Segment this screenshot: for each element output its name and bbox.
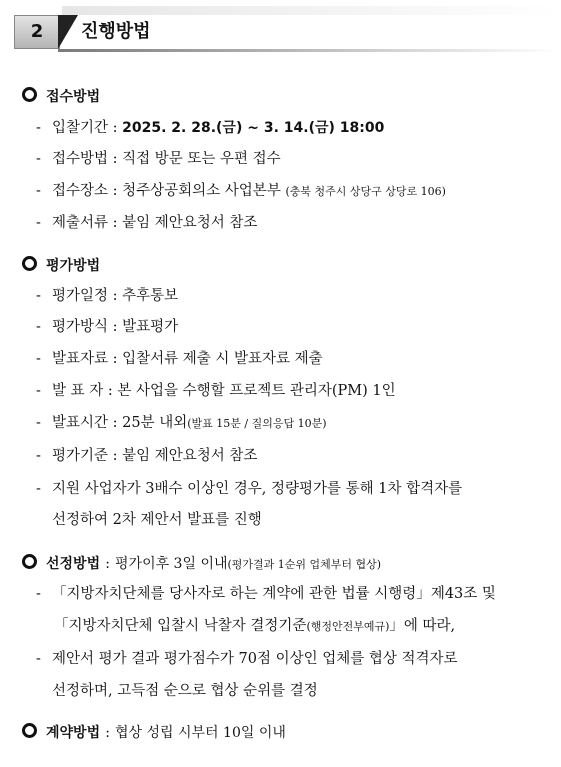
list-item: - 발표자료 : 입찰서류 제출 시 발표자료 제출 <box>36 351 323 367</box>
item-label: 발표자료 <box>52 351 109 367</box>
item-value: 입찰서류 제출 시 발표자료 제출 <box>122 351 323 367</box>
subsection-title: 평가방법 <box>46 258 101 274</box>
subsection-inline-note: (평가결과 1순위 업체부터 협상) <box>227 558 382 571</box>
item-value: 본 사업을 수행할 프로젝트 관리자(PM) 1인 <box>117 383 396 399</box>
subsection-heading-contract: 계약방법 : 협상 성립 시부터 10일 이내 <box>22 719 286 745</box>
list-item: - 발표시간 : 25분 내외(발표 15분 / 질의응답 10분) <box>36 415 327 431</box>
item-label: 접수방법 <box>52 151 109 167</box>
subsection-inline-text: 평가이후 3일 이내 <box>115 556 228 572</box>
list-item: - 입찰기간 : 2025. 2. 28.(금) ~ 3. 14.(금) 18:00 <box>36 120 385 136</box>
section-header <box>14 9 559 49</box>
subsection-title: 접수방법 <box>46 89 101 105</box>
list-item: - 발 표 자 : 본 사업을 수행할 프로젝트 관리자(PM) 1인 <box>36 383 396 399</box>
item-label: 제출서류 <box>52 215 109 231</box>
list-item: - 제출서류 : 붙임 제안요청서 참조 <box>36 215 258 231</box>
list-item: - 접수장소 : 청주상공회의소 사업본부 (충북 청주시 상당구 상당로 106) <box>36 183 446 199</box>
item-label: 발표시간 <box>52 415 109 431</box>
item-text: 제안서 평가 결과 평가점수가 70점 이상인 업체를 협상 적격자로 <box>52 651 458 667</box>
subsection-heading-evaluation <box>22 252 100 278</box>
item-value: 25분 내외 <box>122 415 188 431</box>
list-item: - 지원 사업자가 3배수 이상인 경우, 정량평가를 통해 1차 합격자를 <box>36 481 463 497</box>
subsection-title: 선정방법 <box>46 556 101 572</box>
item-note: (행정안전부예규) <box>306 620 390 633</box>
item-label: 평가기준 <box>52 448 109 464</box>
list-item: - 「지방자치단체를 당사자로 하는 계약에 관한 법률 시행령」제43조 및 <box>36 586 496 602</box>
section-number: 2 <box>14 15 60 49</box>
item-label: 발 표 자 <box>52 383 104 399</box>
list-item: - 평가일정 : 추후통보 <box>36 288 179 304</box>
item-value: 발표평가 <box>122 319 179 335</box>
item-value: 직접 방문 또는 우편 접수 <box>122 151 281 167</box>
list-item: - 평가방식 : 발표평가 <box>36 319 179 335</box>
item-label: 평가일정 <box>52 288 109 304</box>
list-item-continuation: 선정하여 2차 제안서 발표를 진행 <box>52 512 262 528</box>
list-item-continuation: 「지방자치단체 입찰시 낙찰자 결정기준(행정안전부예규)」에 따라, <box>54 618 456 634</box>
header-underline <box>58 49 558 52</box>
item-value: 붙임 제안요청서 참조 <box>122 448 258 464</box>
circle-bullet-icon <box>22 723 37 738</box>
item-value: 추후통보 <box>122 288 179 304</box>
subsection-title: 계약방법 <box>46 725 101 741</box>
item-value: 2025. 2. 28.(금) ~ 3. 14.(금) 18:00 <box>122 120 385 136</box>
section-title: 진행방법 <box>81 21 151 42</box>
circle-bullet-icon <box>22 87 37 102</box>
list-item-continuation: 선정하며, 고득점 순으로 협상 순위를 결정 <box>52 683 318 699</box>
item-text: 「지방자치단체를 당사자로 하는 계약에 관한 법률 시행령」제43조 및 <box>52 586 496 602</box>
list-item: - 제안서 평가 결과 평가점수가 70점 이상인 업체를 협상 적격자로 <box>36 651 458 667</box>
item-label: 평가방식 <box>52 319 109 335</box>
subsection-heading-selection: 선정방법 : 평가이후 3일 이내(평가결과 1순위 업체부터 협상) <box>22 550 381 576</box>
item-note: (충북 청주시 상당구 상당로 106) <box>285 185 446 198</box>
item-label: 접수장소 <box>52 183 109 199</box>
item-value: 붙임 제안요청서 참조 <box>122 215 258 231</box>
list-item: - 평가기준 : 붙임 제안요청서 참조 <box>36 448 258 464</box>
header-shade <box>62 6 559 15</box>
subsection-inline-text: 협상 성립 시부터 10일 이내 <box>115 725 286 741</box>
circle-bullet-icon <box>22 554 37 569</box>
list-item: - 접수방법 : 직접 방문 또는 우편 접수 <box>36 151 281 167</box>
item-text: 지원 사업자가 3배수 이상인 경우, 정량평가를 통해 1차 합격자를 <box>52 481 463 497</box>
circle-bullet-icon <box>22 256 37 271</box>
header-wedge <box>58 15 78 49</box>
item-note: (발표 15분 / 질의응답 10분) <box>187 417 327 430</box>
subsection-heading-reception <box>22 83 100 109</box>
item-label: 입찰기간 <box>52 120 109 136</box>
item-value: 청주상공회의소 사업본부 <box>122 183 281 199</box>
